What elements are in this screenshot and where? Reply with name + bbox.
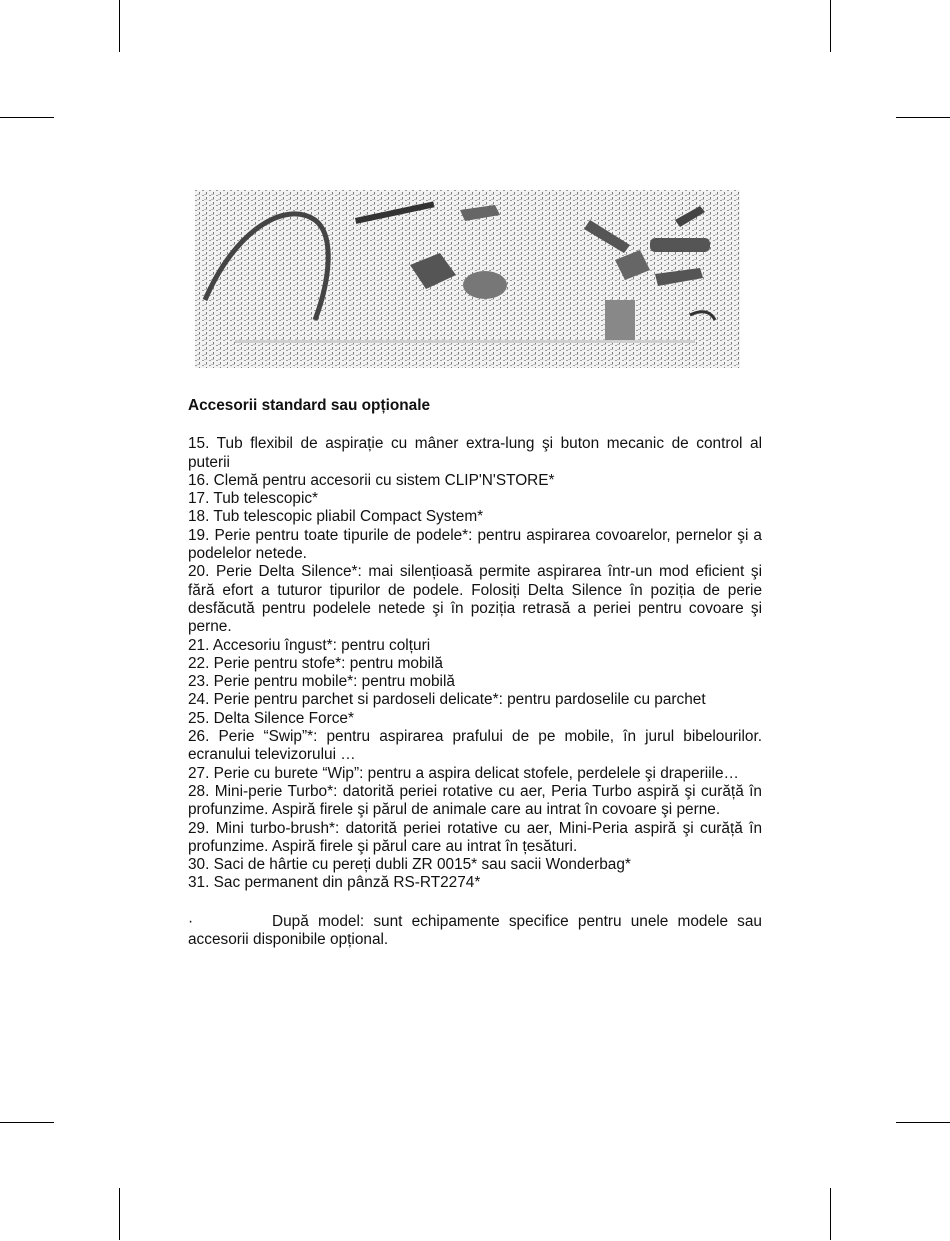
list-item: 30. Saci de hârtie cu pereți dubli ZR 0015* sau sacii Wonderbag* (188, 856, 631, 874)
crop-mark-right-bottom (896, 1122, 950, 1123)
crop-mark-left-top (0, 117, 54, 118)
list-item: 15. Tub flexibil de aspirație cu mâner extra-lung şi buton mecanic de control al puterii (188, 435, 762, 471)
list-item: 19. Perie pentru toate tipurile de podele*: pentru aspirarea covoarelor, pernelor şi a podelelor netede. (188, 526, 762, 563)
list-item: 18. Tub telescopic pliabil Compact System* (188, 508, 484, 526)
crop-mark-bottom-right (830, 1188, 831, 1240)
crop-mark-top-left (119, 0, 120, 52)
list-item: 27. Perie cu burete “Wip”: pentru a aspira delicat stofele, perdelele şi draperiile… (188, 764, 739, 782)
list-item: 17. Tub telescopic* (188, 490, 319, 508)
list-item: 29. Mini turbo-brush*: datorită periei rotative cu aer, Mini-Peria aspiră şi curăță în profunzime. Aspiră firele şi părul care au intrat în țesături. (188, 819, 762, 855)
list-item: 23. Perie pentru mobile*: pentru mobilă (188, 673, 455, 691)
crop-mark-bottom-left (119, 1188, 120, 1240)
list-item: 20. Perie Delta Silence*: mai silențioasă permite aspirarea într-un mod eficient şi fără efort a tuturor tipurilor de podele. Folosiți Delta Silence în poziția de perie desfăcută pentru podelele netede şi în poziția retrasă a periei pentru covoare şi perne. (188, 563, 762, 636)
list-item: 26. Perie “Swip”*: pentru aspirarea prafului de pe mobile, în jurul bibelourilor. ecranului televizorului … (188, 728, 762, 764)
document-body (188, 397, 762, 949)
list-item: 22. Perie pentru stofe*: pentru mobilă (188, 654, 443, 672)
list-item: 16. Clemă pentru accesorii cu sistem CLIP'N'STORE* (188, 471, 555, 489)
accessories-list (188, 435, 762, 892)
list-item: 25. Delta Silence Force* (188, 709, 354, 727)
list-item: 21. Accesoriu îngust*: pentru colțuri (188, 636, 431, 654)
crop-mark-top-right (830, 0, 831, 52)
list-item: 24. Perie pentru parchet si pardoseli delicate*: pentru pardoselile cu parchet (188, 691, 706, 709)
crop-mark-left-bottom (0, 1122, 54, 1123)
footnote-marker: · (188, 912, 194, 930)
accessories-illustration (195, 190, 740, 368)
footnote-text: După model: sunt echipamente specifice pentru unele modele sau accesorii disponibile opțional. (188, 912, 762, 949)
crop-mark-right-top (896, 117, 950, 118)
footnote (188, 913, 762, 950)
list-item: 31. Sac permanent din pânză RS-RT2274* (188, 874, 481, 892)
section-heading: Accesorii standard sau opționale (188, 397, 431, 414)
list-item: 28. Mini-perie Turbo*: datorită periei rotative cu aer, Peria Turbo aspiră şi curăță în profunzime. Aspiră firele şi părul de animale care au intrat în covoare şi perne. (188, 782, 762, 819)
